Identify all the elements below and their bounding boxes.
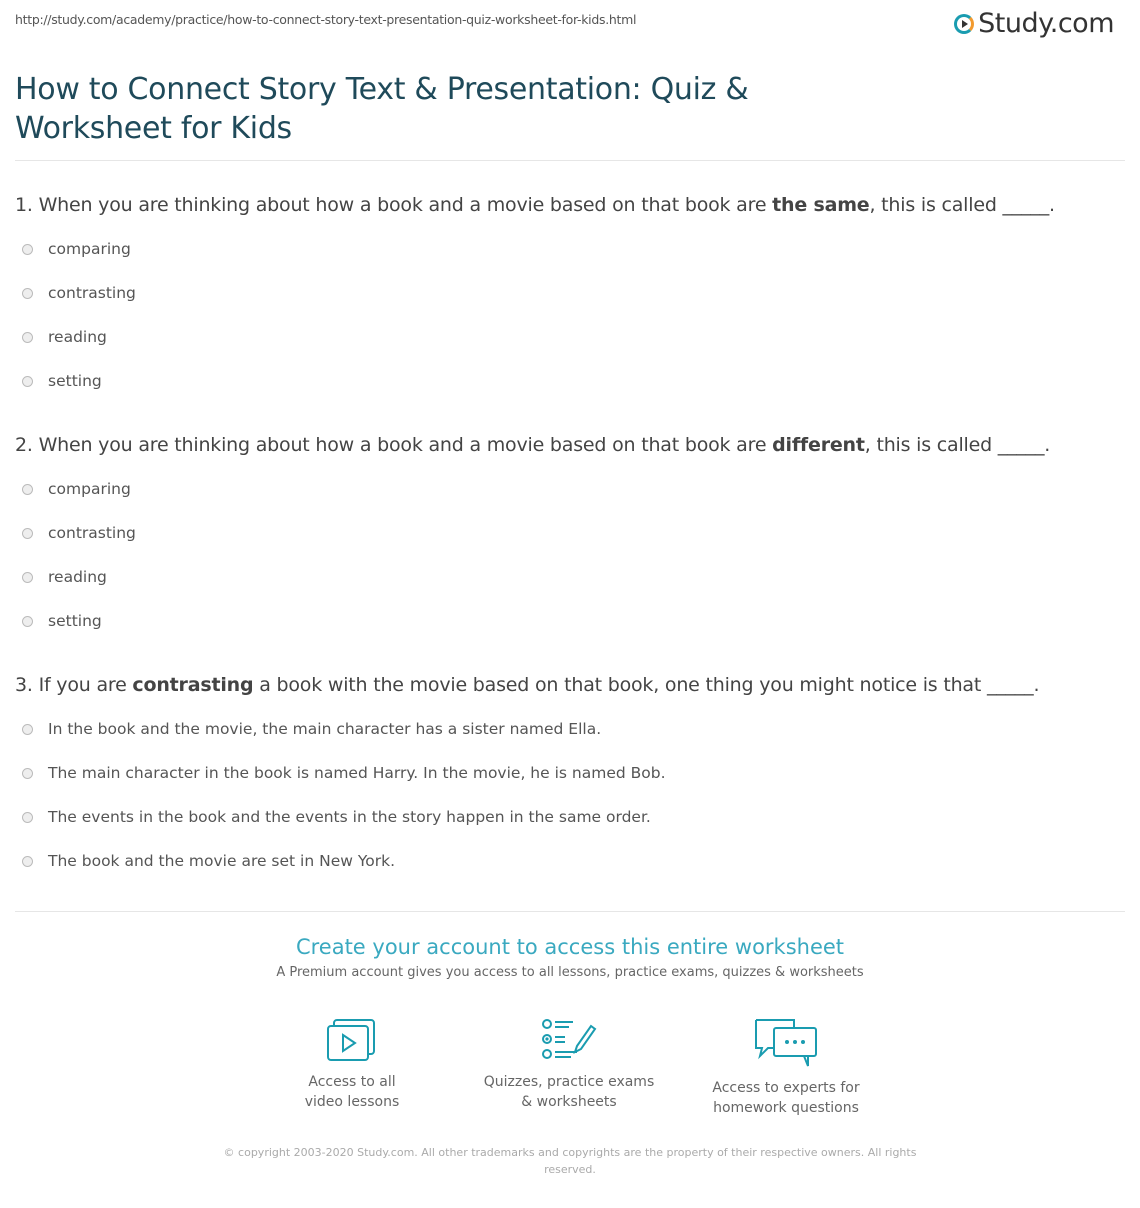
option-label: comparing [48, 240, 131, 258]
radio-button[interactable] [22, 724, 33, 735]
feature-label: Quizzes, practice exams [483, 1074, 655, 1090]
radio-button[interactable] [22, 616, 33, 627]
option-label: setting [48, 612, 102, 630]
answer-option[interactable] [22, 284, 136, 328]
answer-option[interactable] [22, 808, 666, 852]
options-list [22, 480, 136, 656]
option-label: The events in the book and the events in the story happen in the same order. [48, 808, 651, 826]
question-text: , this is called _____. [864, 434, 1051, 456]
question-text: 3. If you are [15, 674, 133, 696]
option-label: reading [48, 568, 107, 586]
option-label: setting [48, 372, 102, 390]
question-text: the same [772, 194, 870, 216]
question-text: , this is called _____. [869, 194, 1055, 216]
answer-option[interactable] [22, 328, 136, 372]
radio-button[interactable] [22, 244, 33, 255]
feature-label: Access to all [308, 1074, 396, 1090]
options-list [22, 240, 136, 416]
answer-option[interactable] [22, 372, 136, 416]
question-1 [15, 194, 1055, 216]
question-text: 2. When you are thinking about how a book and a movie based on that book are [15, 434, 773, 456]
video-icon [326, 1018, 378, 1062]
radio-button[interactable] [22, 376, 33, 387]
radio-button[interactable] [22, 332, 33, 343]
feature-label: homework questions [713, 1100, 859, 1116]
answer-option[interactable] [22, 524, 136, 568]
page-title: How to Connect Story Text & Presentation: Quiz & Worksheet for Kids [15, 72, 749, 146]
answer-option[interactable] [22, 612, 136, 656]
quiz-icon [541, 1018, 597, 1062]
radio-button[interactable] [22, 768, 33, 779]
option-label: contrasting [48, 524, 136, 542]
question-text: contrasting [132, 674, 254, 696]
page-url: http://study.com/academy/practice/how-to-connect-story-text-presentation-quiz-worksheet-for-kids.html [15, 12, 637, 27]
option-label: In the book and the movie, the main character has a sister named Ella. [48, 720, 602, 738]
question-2 [15, 434, 1050, 456]
feature-label: video lessons [304, 1094, 400, 1110]
radio-button[interactable] [22, 812, 33, 823]
question-3 [15, 674, 1039, 696]
option-label: comparing [48, 480, 131, 498]
option-label: reading [48, 328, 107, 346]
question-text: a book with the movie based on that book, one thing you might notice is that _____. [253, 674, 1040, 696]
feature-label: & worksheets [521, 1094, 617, 1110]
cta-subtitle: A Premium account gives you access to all lessons, practice exams, quizzes & worksheets [276, 965, 864, 980]
answer-option[interactable] [22, 480, 136, 524]
option-label: The book and the movie are set in New York. [48, 852, 396, 870]
study-logo[interactable] [954, 8, 1114, 39]
feature-experts [686, 1018, 886, 1118]
feature-video [252, 1018, 452, 1112]
divider [15, 160, 1125, 161]
cta-heading[interactable]: Create your account to access this entire worksheet [295, 935, 845, 959]
answer-option[interactable] [22, 568, 136, 612]
option-label: The main character in the book is named Harry. In the movie, he is named Bob. [48, 764, 666, 782]
radio-button[interactable] [22, 484, 33, 495]
answer-option[interactable] [22, 852, 666, 896]
radio-button[interactable] [22, 528, 33, 539]
question-text: different [772, 434, 865, 456]
option-label: contrasting [48, 284, 136, 302]
copyright: © copyright 2003-2020 Study.com. All other trademarks and copyrights are the property of their respective owners. All rights reserved. [223, 1146, 917, 1176]
radio-button[interactable] [22, 856, 33, 867]
options-list [22, 720, 666, 896]
feature-quizzes [469, 1018, 669, 1112]
logo-play-icon [954, 14, 974, 34]
question-text: 1. When you are thinking about how a book and a movie based on that book are [15, 194, 773, 216]
answer-option[interactable] [22, 720, 666, 764]
answer-option[interactable] [22, 764, 666, 808]
radio-button[interactable] [22, 288, 33, 299]
answer-option[interactable] [22, 240, 136, 284]
divider [15, 911, 1125, 912]
chat-icon [754, 1018, 818, 1068]
radio-button[interactable] [22, 572, 33, 583]
logo-text: Study.com [978, 8, 1114, 39]
feature-label: Access to experts for [712, 1080, 860, 1096]
